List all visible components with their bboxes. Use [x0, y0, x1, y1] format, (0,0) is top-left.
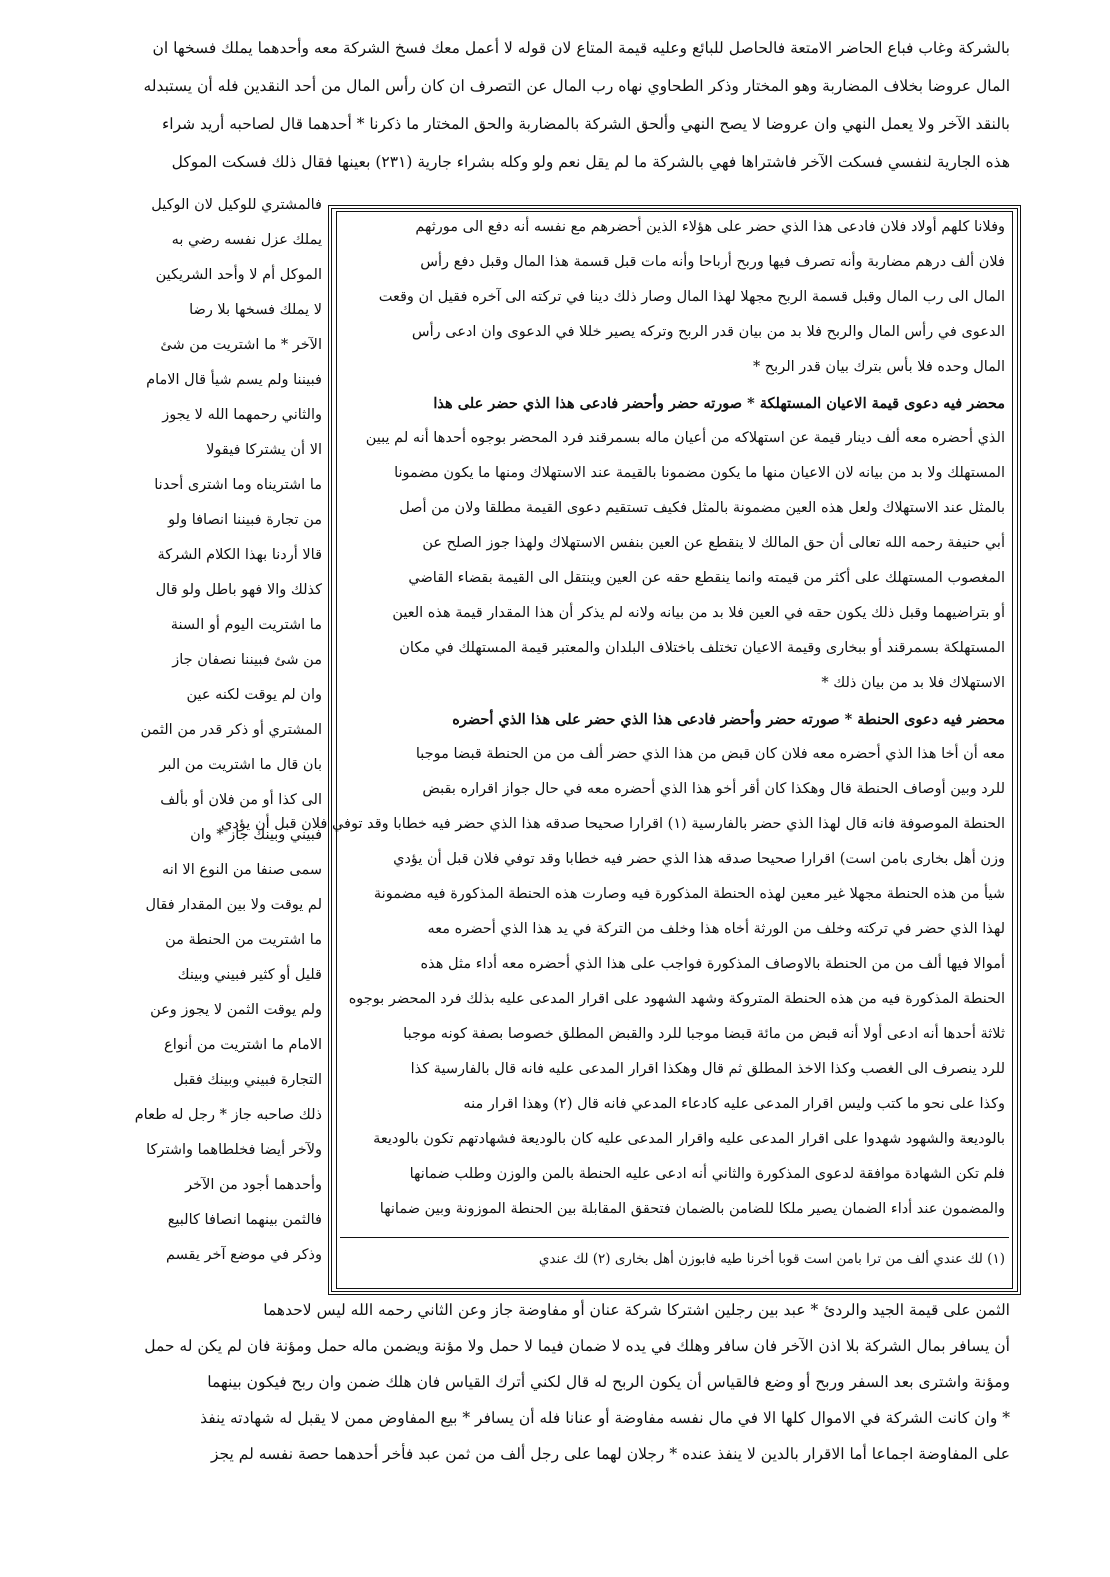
main-line: شيأ من هذه الحنطة مجهلا غير معين لهذه الحنطة المذكورة فيه وصارت هذه الحنطة المذكورة فيه مضمونة	[373, 886, 1005, 902]
main-line: للرد ينصرف الى الغصب وكذا الاخذ المطلق ثم قال وهكذا اقرار المدعى عليه فانه قال بالفارسية كذا	[410, 1061, 1005, 1077]
margin-line: الا أن يشتركا فيقولا	[206, 442, 322, 458]
main-line: وكذا على نحو ما كتب وليس اقرار المدعى عليه كادعاء المدعي فانه قال (٢) وهذا اقرار منه	[463, 1096, 1005, 1112]
margin-line: يملك عزل نفسه رضي به	[171, 232, 322, 248]
margin-line: فالثمن بينهما انصافا كالبيع	[167, 1212, 322, 1228]
main-line: الحنطة الموصوفة فانه قال لهذا الذي حضر بالفارسية (١) اقرارا صحيحا صدقه هذا الذي حضر فيه خطابا وقد توفي فلان قبل أن يؤدي	[221, 816, 1005, 832]
main-line: بالمثل عند الاستهلاك ولعل هذه العين مضمونة بالمثل فكيف تستقيم دعوى القيمة مطلقا ولان من أصل	[399, 500, 1005, 516]
margin-line: فبيني وبينك جاز * وان	[190, 827, 322, 843]
top-line: بالنقد الآخر ولا يعمل النهي وان عروضا لا يصح النهي وألحق الشركة بالمضاربة والحق المختار ما ذكرنا * أحدهما قال لصاحبه أريد شراء	[161, 115, 1010, 133]
main-line: أبي حنيفة رحمه الله تعالى أن حق المالك لا ينقطع عن العين بنفس الاستهلاك ولهذا جوز الصلح عن	[422, 535, 1005, 551]
section-heading-line: محضر فيه دعوى قيمة الاعيان المستهلكة * صورته حضر وأحضر فادعى هذا الذي حضر على هذا	[433, 395, 1005, 412]
margin-line: من تجارة فبيننا انصافا ولو	[168, 512, 322, 528]
bottom-line: ومؤنة واشترى بعد السفر وربح أو وضع فالقياس أن يكون الربح له قال لكني أترك القياس فان هلك ضمن وان ربح فيكون بينهما	[207, 1373, 1010, 1391]
main-line: الحنطة المذكورة فيه من هذه الحنطة المتروكة وشهد الشهود على اقرار المدعى عليه بذلك فرد المحضر بوجوه	[348, 991, 1005, 1007]
margin-line: ما اشتريت من الحنطة من	[165, 932, 322, 948]
margin-line: الى كذا أو من فلان أو بألف	[160, 792, 322, 808]
margin-line: الامام ما اشتريت من أنواع	[164, 1037, 322, 1053]
margin-line: الآخر * ما اشتريت من شئ	[160, 337, 322, 353]
margin-line: من شئ فبيننا نصفان جاز	[172, 652, 322, 668]
main-line: أو بتراضيهما وقبل ذلك يكون حقه في العين فلا بد من بيانه ولانه لم يذكر أن هذا المقدار قيمة هذه العين	[392, 605, 1005, 621]
main-line: ثلاثة أحدها أنه ادعى أولا أنه قبض من مائة قبضا موجبا للرد والقبض المطلق خصوصا بصفة كونه موجبا	[403, 1026, 1005, 1042]
margin-line: ما اشتريت اليوم أو السنة	[170, 617, 322, 633]
footnote-divider	[340, 1237, 1009, 1238]
main-line: وفلانا كلهم أولاد فلان فادعى هذا الذي حضر على هؤلاء الذين أحضرهم مع نفسه أنه دفع الى مورثهم	[415, 219, 1005, 235]
main-line: المغصوب المستهلك على أكثر من قيمته وانما ينقطع حقه عن العين وينتقل الى القيمة بقضاء القاضي	[408, 570, 1005, 586]
margin-line: ولآخر أيضا فخلطاهما واشتركا	[146, 1142, 322, 1158]
margin-line: قليل أو كثير فبيني وبينك	[177, 967, 322, 983]
margin-line: قالا أردنا بهذا الكلام الشركة	[157, 547, 322, 563]
bottom-line: أن يسافر بمال الشركة بلا اذن الآخر فان سافر وهلك في يده لا ضمان فيما لا حمل ولا مؤنة ويضمن ماله حمل ومؤنة فان لم يكن له حمل	[144, 1337, 1010, 1355]
top-line: بالشركة وغاب فباع الحاضر الامتعة فالحاصل للبائع وعليه قيمة المتاع لان قوله لا أعمل معك فسخ الشركة معه وأحدهما يملك فسخها ان	[152, 39, 1010, 57]
margin-line: لم يوقت ولا بين المقدار فقال	[145, 897, 322, 913]
margin-line: بان قال ما اشتريت من البر	[159, 757, 322, 773]
main-line: المال وحده فلا بأس بترك بيان قدر الربح *	[752, 359, 1005, 375]
margin-line: وذكر في موضع آخر يقسم	[165, 1247, 322, 1263]
margin-line: والثاني رحمهما الله لا يجوز	[162, 407, 322, 423]
margin-line: فالمشتري للوكيل لان الوكيل	[151, 197, 322, 213]
bottom-line: * وان كانت الشركة في الاموال كلها الا في مال نفسه مفاوضة أو عنانا فله أن يسافر * بيع المفاوض ممن لا يقبل له شهادته ينفذ	[200, 1409, 1010, 1427]
footnote-line: (١) لك عندي ألف من ترا بامن است قوبا أخرنا طيه فابوزن أهل بخارى (٢) لك عندي	[538, 1251, 1005, 1267]
top-line: هذه الجارية لنفسي فسكت الآخر فاشتراها فهي بالشركة ما لم يقل نعم ولو وكله بشراء جارية (٢٣١) بعينها فقال ذلك فسكت الموكل	[171, 153, 1010, 171]
margin-line: ذلك صاحبه جاز * رجل له طعام	[134, 1107, 322, 1123]
main-line: المستهلك ولا بد من بيانه لان الاعيان منها ما يكون مضمونا بالقيمة عند الاستهلاك ومنها ما يكون مضمونا	[394, 465, 1005, 481]
main-line: فلم تكن الشهادة موافقة لدعوى المذكورة والثاني أنه ادعى عليه الحنطة بالمن والوزن وطلب ضمانها	[409, 1166, 1005, 1182]
margin-line: الموكل أم لا وأحد الشريكين	[155, 267, 322, 283]
top-line: المال عروضا بخلاف المضاربة وهو المختار وذكر الطحاوي نهاه رب المال عن التصرف ان كان رأس المال من أحد النقدين فله أن يستبدله	[143, 77, 1010, 95]
margin-line: كذلك والا فهو باطل ولو قال	[155, 582, 322, 598]
bottom-line: على المفاوضة اجماعا أما الاقرار بالدين لا ينفذ عنده * رجلان لهما على رجل ألف من ثمن عبد فأخر أحدهما حصة نفسه لم يجز	[211, 1445, 1010, 1463]
main-line: وزن أهل بخارى بامن است) اقرارا صحيحا صدقه هذا الذي حضر فيه خطابا وقد توفي فلان قبل أن يؤدي	[393, 851, 1005, 867]
margin-line: ما اشتريناه وما اشترى أحدنا	[154, 477, 322, 493]
main-line: الاستهلاك فلا بد من بيان ذلك *	[821, 675, 1005, 691]
margin-line: فبيننا ولم يسم شيأ قال الامام	[146, 372, 322, 388]
main-line: المال الى رب المال وقبل قسمة الربح مجهلا لهذا المال وصار ذلك دينا في تركته الى آخره فقيل ان وقعت	[378, 289, 1005, 305]
margin-line: وأحدهما أجود من الآخر	[185, 1177, 322, 1193]
margin-line: المشتري أو ذكر قدر من الثمن	[140, 722, 322, 738]
margin-line: سمى صنفا من النوع الا انه	[161, 862, 322, 878]
bottom-line: الثمن على قيمة الجيد والردئ * عبد بين رجلين اشتركا شركة عنان أو مفاوضة جاز وعن الثاني رحمه الله ليس لاحدهما	[263, 1301, 1010, 1319]
main-line: الذي أحضره معه ألف دينار قيمة عن استهلاكه من أعيان ماله بسمرقند فرد المحضر بوجوه أحدها أنه لم يبين	[365, 430, 1005, 446]
main-line: فلان ألف درهم مضاربة وأنه تصرف فيها وربح أرباحا وأنه مات قبل قسمة هذا المال وقبل دفع رأس	[420, 254, 1005, 270]
margin-line: ولم يوقت الثمن لا يجوز وعن	[150, 1002, 322, 1018]
main-line: للرد وبين أوصاف الحنطة قال وهكذا كان أقر أخو هذا الذي أحضره معه في حال جواز اقراره بقبض	[422, 781, 1005, 797]
margin-line: التجارة فبيني وبينك فقبل	[173, 1072, 322, 1088]
main-line: لهذا الذي حضر في تركته وخلف من الورثة أخاه هذا وخلف من التركة في يد هذا الذي أحضره معه	[427, 921, 1005, 937]
margin-line: لا يملك فسخها بلا رضا	[189, 302, 322, 318]
main-line: أموالا فيها ألف من من الحنطة بالاوصاف المذكورة فواجب على هذا الذي أحضره معه أداء مثل هذه	[420, 956, 1005, 972]
section-heading-line: محضر فيه دعوى الحنطة * صورته حضر وأحضر فادعى هذا الذي حضر على هذا الذي أحضره	[452, 711, 1005, 728]
main-line: بالوديعة والشهود شهدوا على اقرار المدعى عليه واقرار المدعى عليه كان بالوديعة فشهادتهم تكون بالوديعة	[373, 1131, 1005, 1147]
main-line: المستهلكة بسمرقند أو ببخارى وقيمة الاعيان تختلف باختلاف البلدان والمعتبر قيمة المستهلك في مكان	[399, 640, 1005, 656]
main-line: الدعوى في رأس المال والربح فلا بد من بيان قدر الربح وتركه يصير خللا في الدعوى وان ادعى رأس	[411, 324, 1005, 340]
main-line: والمضمون عند أداء الضمان يصير ملكا للضامن بالضمان فتحقق المقابلة بين الحنطة الموزونة وبين ضمانها	[379, 1201, 1005, 1217]
main-line: معه أن أخا هذا الذي أحضره معه فلان كان قبض من هذا الذي حضر ألف من من الحنطة قبضا موجبا	[415, 746, 1005, 762]
margin-line: وان لم يوقت لكنه عين	[186, 687, 322, 703]
